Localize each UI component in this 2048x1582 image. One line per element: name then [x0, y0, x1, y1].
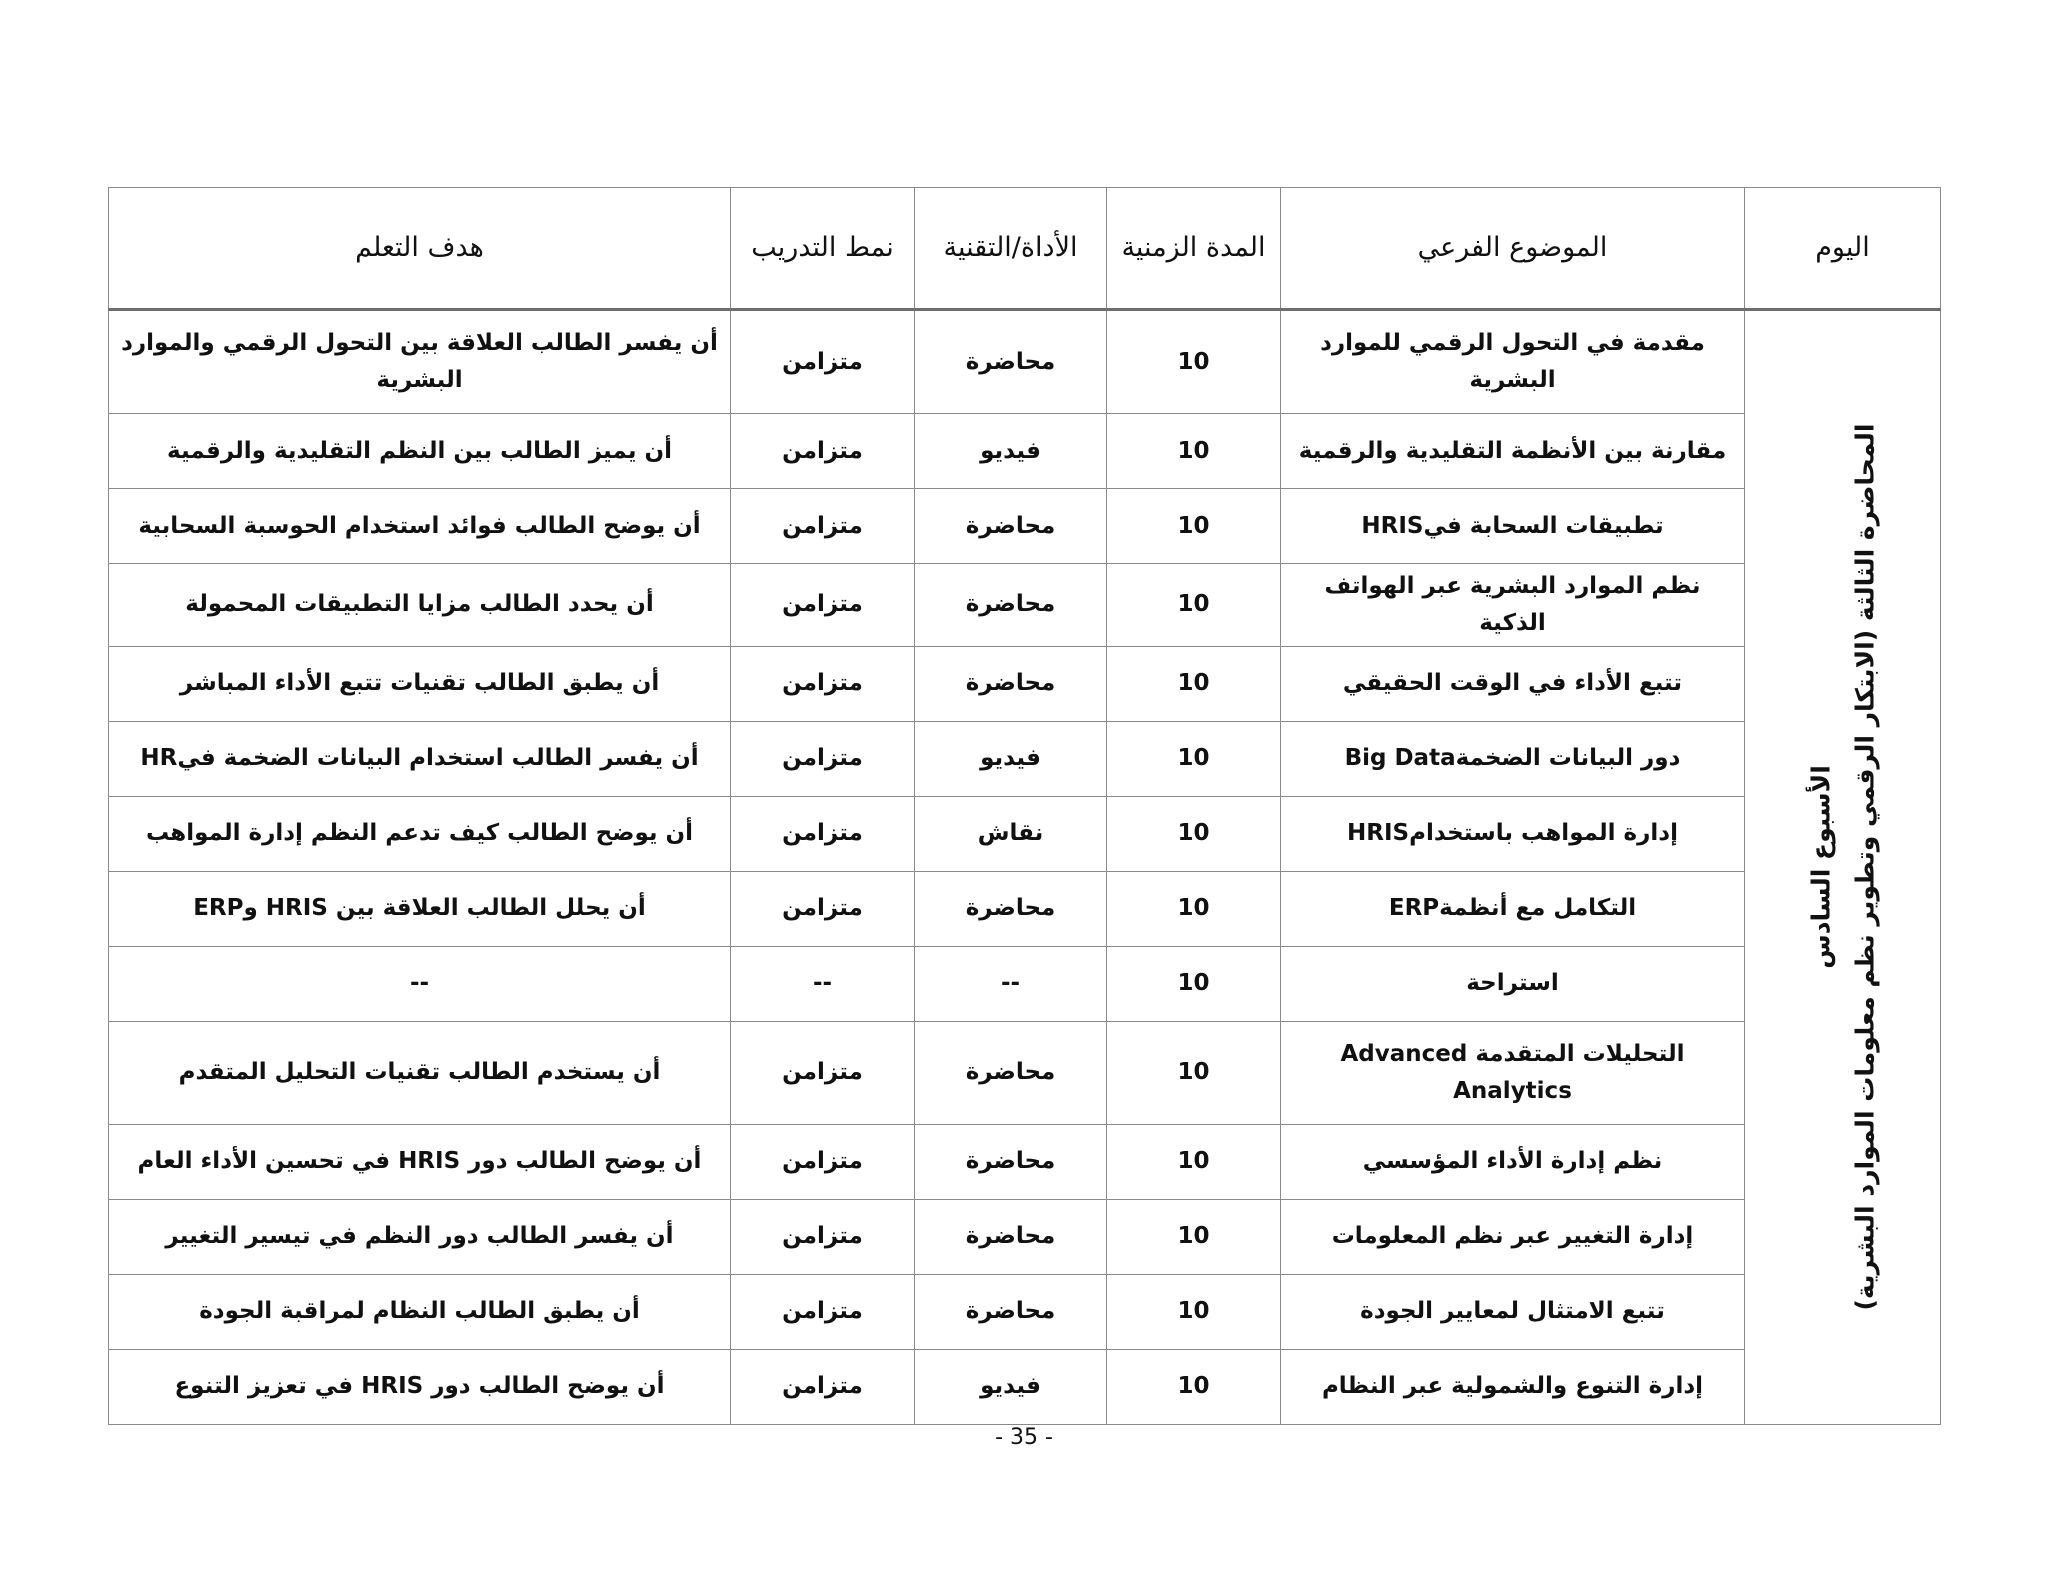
table-row — [109, 871, 1941, 946]
cell-subtopic: التكامل مع أنظمةERP — [1281, 871, 1745, 946]
cell-objective: أن يوضح الطالب كيف تدعم النظم إدارة المواهب — [109, 796, 731, 871]
cell-subtopic: إدارة التغيير عبر نظم المعلومات — [1281, 1199, 1745, 1274]
cell-duration: 10 — [1107, 310, 1281, 414]
cell-mode: متزامن — [731, 414, 915, 489]
table-row — [109, 1021, 1941, 1124]
day-label — [1799, 387, 1887, 1347]
cell-subtopic: نظم الموارد البشرية عبر الهواتف الذكية — [1281, 564, 1745, 647]
cell-duration: 10 — [1107, 1199, 1281, 1274]
cell-subtopic: التحليلات المتقدمة Advanced Analytics — [1281, 1021, 1745, 1124]
cell-tool: فيديو — [915, 1349, 1107, 1424]
cell-duration: 10 — [1107, 721, 1281, 796]
header-duration: المدة الزمنية — [1107, 188, 1281, 310]
table-row — [109, 489, 1941, 564]
cell-objective: أن يستخدم الطالب تقنيات التحليل المتقدم — [109, 1021, 731, 1124]
cell-mode: -- — [731, 946, 915, 1021]
cell-objective: -- — [109, 946, 731, 1021]
cell-objective: أن يوضح الطالب دور HRIS في تعزيز التنوع — [109, 1349, 731, 1424]
header-objective: هدف التعلم — [109, 188, 731, 310]
day-label-week: الأسبوع السادس — [1805, 765, 1835, 970]
cell-duration: 10 — [1107, 646, 1281, 721]
table-row — [109, 646, 1941, 721]
cell-objective: أن يوضح الطالب فوائد استخدام الحوسبة السحابية — [109, 489, 731, 564]
header-tool: الأداة/التقنية — [915, 188, 1107, 310]
cell-tool: -- — [915, 946, 1107, 1021]
cell-duration: 10 — [1107, 1021, 1281, 1124]
table-row — [109, 564, 1941, 647]
cell-mode: متزامن — [731, 1199, 915, 1274]
table-row — [109, 414, 1941, 489]
cell-subtopic: استراحة — [1281, 946, 1745, 1021]
cell-objective: أن يطبق الطالب النظام لمراقبة الجودة — [109, 1274, 731, 1349]
schedule-table — [108, 187, 1941, 1425]
cell-subtopic: إدارة المواهب باستخدامHRIS — [1281, 796, 1745, 871]
cell-tool: محاضرة — [915, 564, 1107, 647]
cell-subtopic: إدارة التنوع والشمولية عبر النظام — [1281, 1349, 1745, 1424]
page-number: - 35 - — [995, 1425, 1053, 1450]
cell-tool: فيديو — [915, 721, 1107, 796]
cell-mode: متزامن — [731, 796, 915, 871]
cell-objective: أن يوضح الطالب دور HRIS في تحسين الأداء العام — [109, 1124, 731, 1199]
cell-mode: متزامن — [731, 1274, 915, 1349]
table-row — [109, 946, 1941, 1021]
table-row — [109, 796, 1941, 871]
cell-objective: أن يفسر الطالب العلاقة بين التحول الرقمي والموارد البشرية — [109, 310, 731, 414]
cell-subtopic: مقارنة بين الأنظمة التقليدية والرقمية — [1281, 414, 1745, 489]
cell-objective: أن يفسر الطالب دور النظم في تيسير التغيير — [109, 1199, 731, 1274]
cell-mode: متزامن — [731, 1021, 915, 1124]
cell-tool: فيديو — [915, 414, 1107, 489]
header-mode: نمط التدريب — [731, 188, 915, 310]
cell-objective: أن يطبق الطالب تقنيات تتبع الأداء المباشر — [109, 646, 731, 721]
cell-objective: أن يحلل الطالب العلاقة بين HRIS وERP — [109, 871, 731, 946]
cell-duration: 10 — [1107, 796, 1281, 871]
cell-mode: متزامن — [731, 1349, 915, 1424]
cell-duration: 10 — [1107, 1274, 1281, 1349]
cell-duration: 10 — [1107, 489, 1281, 564]
table-row — [109, 1124, 1941, 1199]
cell-mode: متزامن — [731, 646, 915, 721]
table-row — [109, 721, 1941, 796]
header-day: اليوم — [1745, 188, 1941, 310]
cell-duration: 10 — [1107, 564, 1281, 647]
cell-objective: أن يميز الطالب بين النظم التقليدية والرقمية — [109, 414, 731, 489]
cell-tool: محاضرة — [915, 1021, 1107, 1124]
table-row — [109, 1199, 1941, 1274]
cell-tool: محاضرة — [915, 489, 1107, 564]
cell-mode: متزامن — [731, 564, 915, 647]
cell-objective: أن يحدد الطالب مزايا التطبيقات المحمولة — [109, 564, 731, 647]
table-header-row — [109, 188, 1941, 310]
cell-tool: نقاش — [915, 796, 1107, 871]
cell-subtopic: تتبع الأداء في الوقت الحقيقي — [1281, 646, 1745, 721]
cell-duration: 10 — [1107, 1124, 1281, 1199]
cell-subtopic: دور البيانات الضخمةBig Data — [1281, 721, 1745, 796]
cell-objective: أن يفسر الطالب استخدام البيانات الضخمة فيHR — [109, 721, 731, 796]
cell-mode: متزامن — [731, 871, 915, 946]
cell-tool: محاضرة — [915, 646, 1107, 721]
day-label-lecture: المحاضرة الثالثة (الابتكار الرقمي وتطوير نظم معلومات الموارد البشرية) — [1849, 423, 1879, 1311]
cell-tool: محاضرة — [915, 1274, 1107, 1349]
cell-subtopic: تتبع الامتثال لمعايير الجودة — [1281, 1274, 1745, 1349]
cell-tool: محاضرة — [915, 1124, 1107, 1199]
header-subtopic: الموضوع الفرعي — [1281, 188, 1745, 310]
cell-mode: متزامن — [731, 721, 915, 796]
cell-tool: محاضرة — [915, 871, 1107, 946]
cell-mode: متزامن — [731, 310, 915, 414]
cell-tool: محاضرة — [915, 310, 1107, 414]
table-row — [109, 310, 1941, 414]
cell-mode: متزامن — [731, 489, 915, 564]
day-cell — [1745, 310, 1941, 1425]
cell-subtopic: نظم إدارة الأداء المؤسسي — [1281, 1124, 1745, 1199]
cell-mode: متزامن — [731, 1124, 915, 1199]
cell-duration: 10 — [1107, 414, 1281, 489]
cell-duration: 10 — [1107, 946, 1281, 1021]
table-row — [109, 1349, 1941, 1424]
table-row — [109, 1274, 1941, 1349]
cell-duration: 10 — [1107, 871, 1281, 946]
cell-subtopic: تطبيقات السحابة فيHRIS — [1281, 489, 1745, 564]
cell-tool: محاضرة — [915, 1199, 1107, 1274]
cell-subtopic: مقدمة في التحول الرقمي للموارد البشرية — [1281, 310, 1745, 414]
cell-duration: 10 — [1107, 1349, 1281, 1424]
